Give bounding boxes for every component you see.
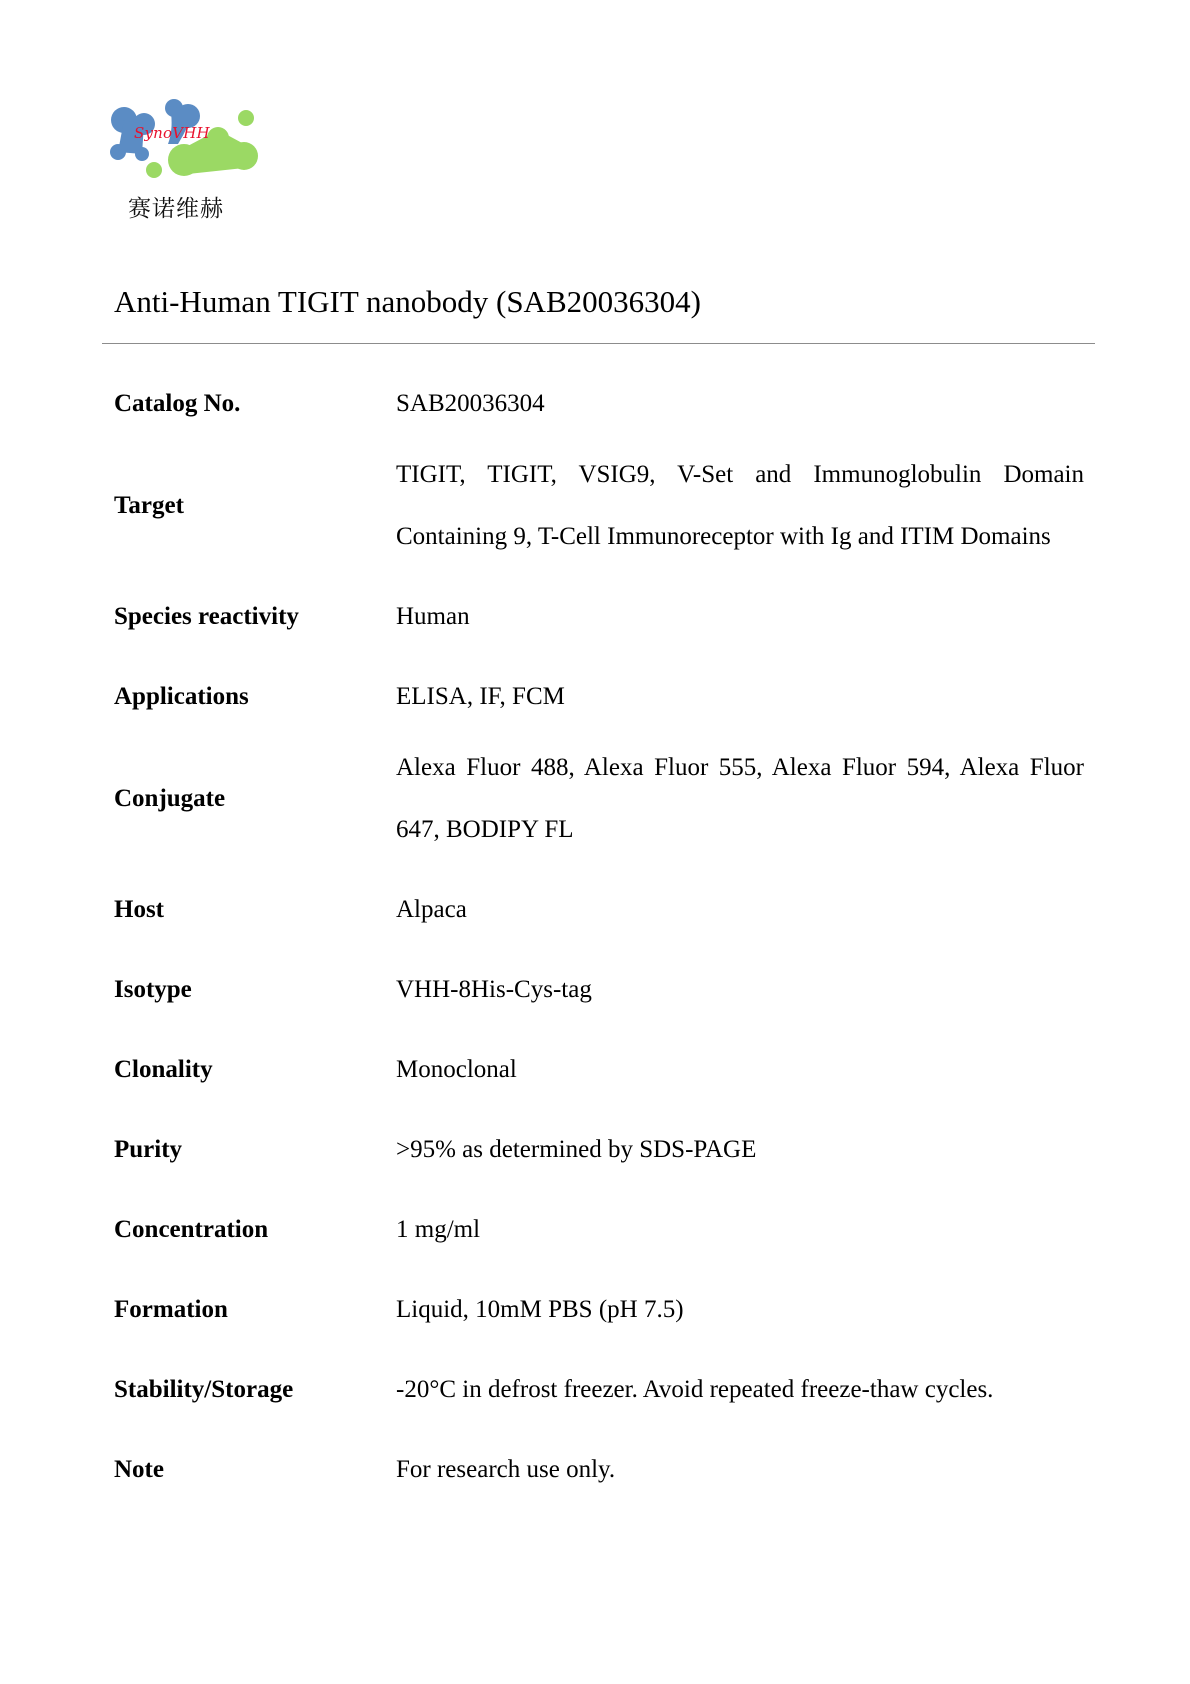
spec-value: Human: [396, 603, 470, 630]
spec-row-species-reactivity: [114, 577, 1084, 657]
spec-value: SAB20036304: [396, 390, 545, 417]
company-logo: [108, 98, 262, 226]
spec-label: Conjugate: [114, 785, 226, 812]
spec-value: TIGIT, TIGIT, VSIG9, V-Set and Immunoglobulin Domain Containing 9, T-Cell Immunoreceptor with Ig and ITIM Domains: [396, 461, 1084, 550]
spec-value: Alexa Fluor 488, Alexa Fluor 555, Alexa Fluor 594, Alexa Fluor 647, BODIPY FL: [396, 754, 1084, 843]
spec-label: Purity: [114, 1136, 183, 1163]
logo-wordmark: SynoVHH: [134, 124, 210, 142]
spec-row-clonality: [114, 1030, 1084, 1110]
spec-value: Alpaca: [396, 896, 467, 923]
title-divider: [102, 343, 1095, 344]
spec-row-concentration: [114, 1190, 1084, 1270]
spec-value: ELISA, IF, FCM: [396, 683, 565, 710]
spec-label: Catalog No.: [114, 390, 241, 417]
page-title: Anti-Human TIGIT nanobody (SAB20036304): [114, 284, 701, 319]
spec-row-isotype: [114, 950, 1084, 1030]
spec-value: -20°C in defrost freezer. Avoid repeated freeze-thaw cycles.: [396, 1376, 994, 1403]
spec-row-applications: [114, 657, 1084, 737]
spec-table: [114, 364, 1084, 1510]
spec-row-purity: [114, 1110, 1084, 1190]
spec-label: Stability/Storage: [114, 1376, 294, 1403]
spec-row-conjugate: [114, 737, 1084, 870]
spec-value: Liquid, 10mM PBS (pH 7.5): [396, 1296, 684, 1323]
spec-value: 1 mg/ml: [396, 1216, 481, 1243]
spec-label: Host: [114, 896, 164, 923]
spec-value: VHH-8His-Cys-tag: [396, 976, 592, 1003]
spec-label: Note: [114, 1456, 164, 1483]
spec-value: >95% as determined by SDS-PAGE: [396, 1136, 757, 1163]
spec-row-host: [114, 870, 1084, 950]
spec-label: Formation: [114, 1296, 228, 1323]
spec-label: Applications: [114, 683, 249, 710]
spec-row-note: [114, 1430, 1084, 1510]
spec-row-stability-storage: [114, 1350, 1084, 1430]
spec-label: Isotype: [114, 976, 192, 1003]
spec-row-target: [114, 444, 1084, 577]
spec-row-formation: [114, 1270, 1084, 1350]
spec-label: Target: [114, 492, 184, 519]
logo-chinese-name: 赛诺维赫: [128, 196, 224, 222]
spec-label: Clonality: [114, 1056, 213, 1083]
spec-label: Concentration: [114, 1216, 269, 1243]
spec-label: Species reactivity: [114, 603, 299, 630]
spec-value: For research use only.: [396, 1456, 616, 1483]
spec-row-catalog-no: [114, 364, 1084, 444]
spec-value: Monoclonal: [396, 1056, 517, 1083]
